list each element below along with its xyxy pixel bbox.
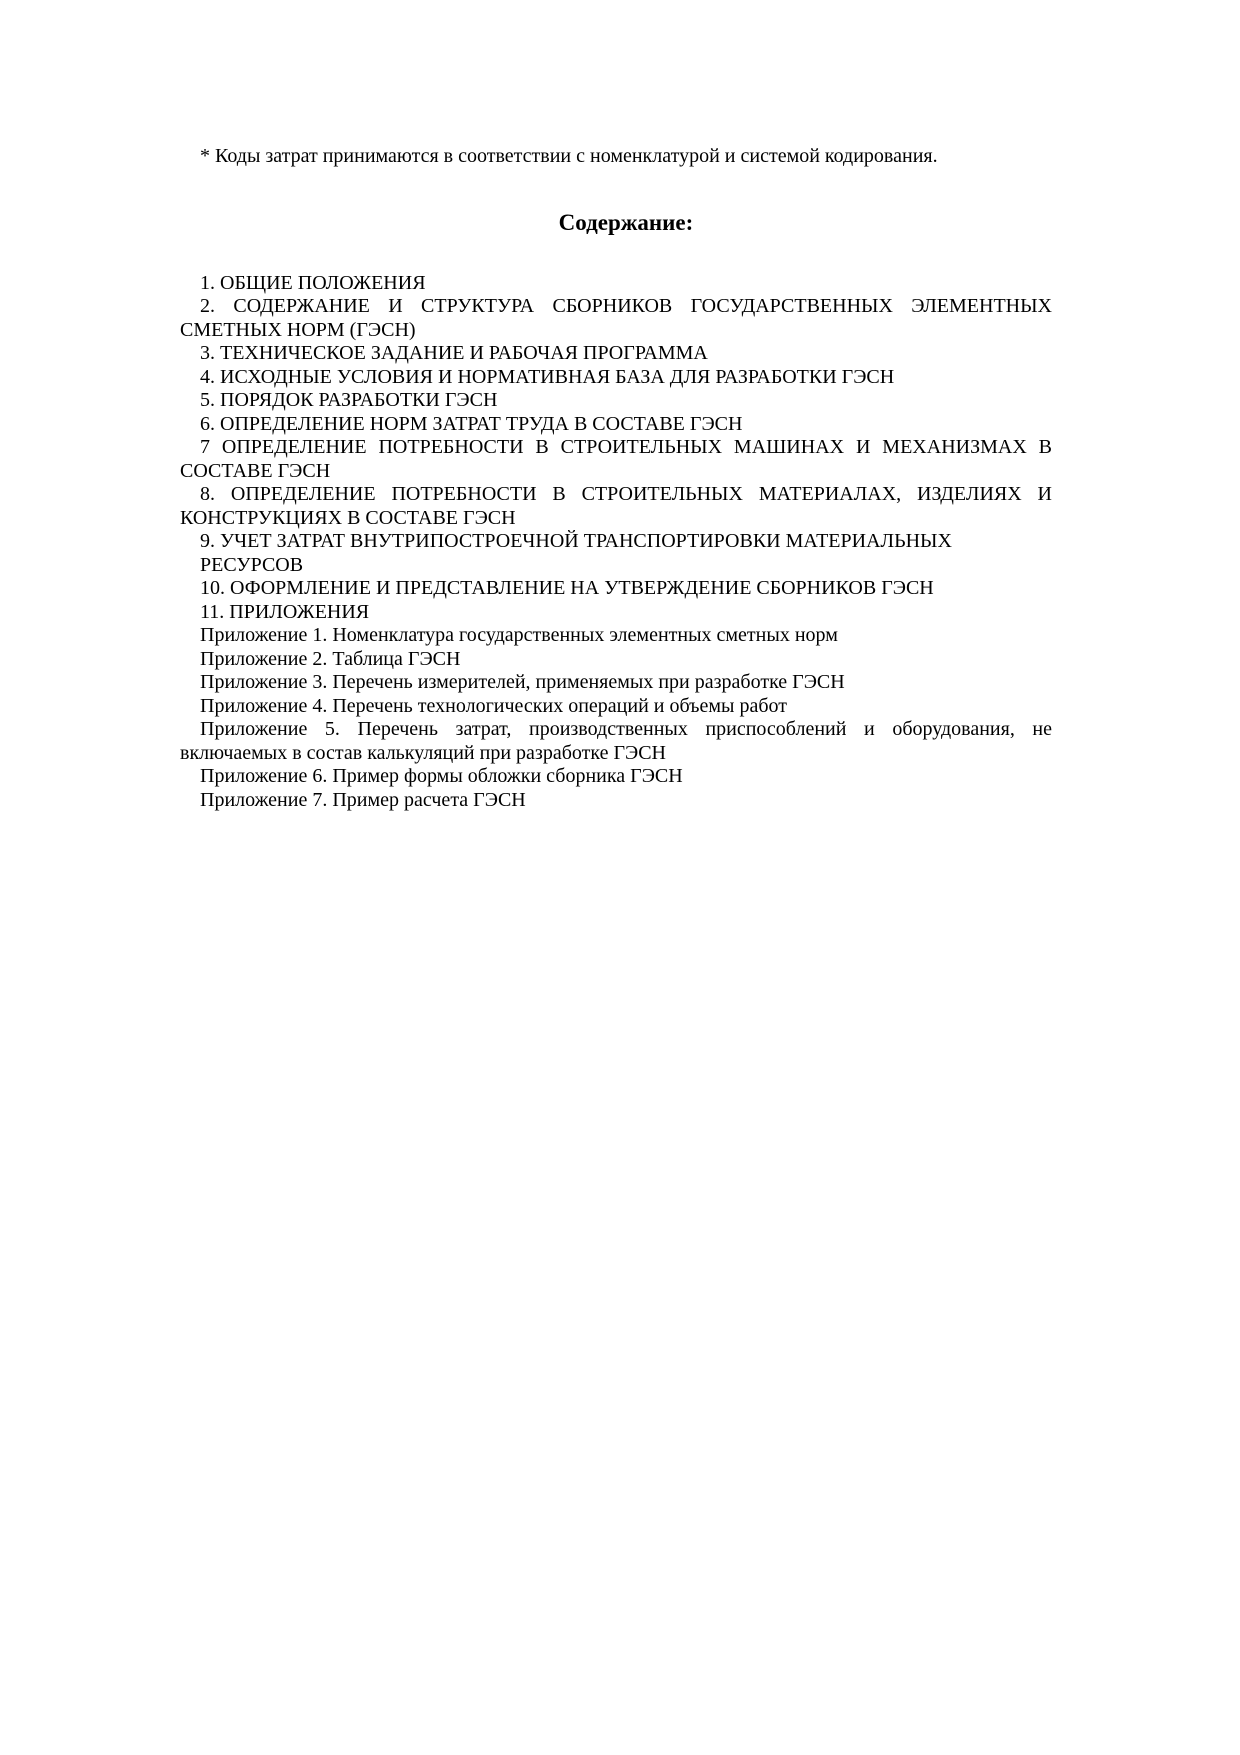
toc-item-line: 4. ИСХОДНЫЕ УСЛОВИЯ И НОРМАТИВНАЯ БАЗА ДЛЯ РАЗРАБОТКИ ГЭСН: [200, 365, 895, 388]
toc-item: [180, 671, 1052, 695]
toc-item: [180, 765, 1052, 789]
toc-item-line: Приложение 7. Пример расчета ГЭСН: [200, 788, 526, 811]
toc-item: [180, 389, 1052, 413]
toc-item: [180, 342, 1052, 366]
toc-item-line: СМЕТНЫХ НОРМ (ГЭСН): [180, 318, 416, 341]
toc-item: [180, 577, 1052, 601]
toc-item-line: включаемых в состав калькуляций при разработке ГЭСН: [180, 741, 666, 764]
toc-item-line: 1. ОБЩИЕ ПОЛОЖЕНИЯ: [200, 271, 426, 294]
toc-title: Содержание:: [558, 209, 694, 235]
toc-item-line: Приложение 4. Перечень технологических операций и объемы работ: [200, 694, 788, 717]
footnote: * Коды затрат принимаются в соответствии с номенклатурой и системой кодирования.: [200, 145, 938, 167]
toc-item-line: СОСТАВЕ ГЭСН: [180, 459, 331, 482]
toc-item-line: Приложение 3. Перечень измерителей, применяемых при разработке ГЭСН: [200, 671, 845, 693]
toc-item-line: 3. ТЕХНИЧЕСКОЕ ЗАДАНИЕ И РАБОЧАЯ ПРОГРАММА: [200, 342, 708, 364]
toc-item: [180, 530, 1052, 577]
toc-list: [180, 272, 1052, 813]
toc-item-line: 6. ОПРЕДЕЛЕНИЕ НОРМ ЗАТРАТ ТРУДА В СОСТАВЕ ГЭСН: [200, 412, 743, 435]
toc-item: [180, 436, 1052, 483]
toc-item-line: Приложение 6. Пример формы обложки сборника ГЭСН: [200, 765, 683, 787]
toc-item: [180, 483, 1052, 530]
toc-item-line: КОНСТРУКЦИЯХ В СОСТАВЕ ГЭСН: [180, 506, 516, 529]
toc-item-line: 5. ПОРЯДОК РАЗРАБОТКИ ГЭСН: [200, 389, 498, 411]
toc-item: [180, 648, 1052, 672]
toc-item-line: Приложение 2. Таблица ГЭСН: [200, 647, 461, 670]
toc-item-line: 2. СОДЕРЖАНИЕ И СТРУКТУРА СБОРНИКОВ ГОСУДАРСТВЕННЫХ ЭЛЕМЕНТНЫХ: [200, 295, 1052, 317]
toc-item: [180, 624, 1052, 648]
toc-item-line: 9. УЧЕТ ЗАТРАТ ВНУТРИПОСТРОЕЧНОЙ ТРАНСПОРТИРОВКИ МАТЕРИАЛЬНЫХ: [200, 530, 952, 552]
page-content: [180, 0, 1052, 812]
toc-item-line: 8. ОПРЕДЕЛЕНИЕ ПОТРЕБНОСТИ В СТРОИТЕЛЬНЫХ МАТЕРИАЛАХ, ИЗДЕЛИЯХ И: [200, 483, 1052, 505]
toc-item-line: 7 ОПРЕДЕЛЕНИЕ ПОТРЕБНОСТИ В СТРОИТЕЛЬНЫХ МАШИНАХ И МЕХАНИЗМАХ В: [200, 436, 1052, 458]
toc-item: [180, 272, 1052, 296]
toc-item-line: 10. ОФОРМЛЕНИЕ И ПРЕДСТАВЛЕНИЕ НА УТВЕРЖДЕНИЕ СБОРНИКОВ ГЭСН: [200, 577, 934, 599]
toc-item: [180, 695, 1052, 719]
toc-item: [180, 718, 1052, 765]
toc-item: [180, 601, 1052, 625]
toc-item-line: 11. ПРИЛОЖЕНИЯ: [200, 600, 370, 623]
toc-item-line: РЕСУРСОВ: [200, 553, 304, 576]
toc-item-line: Приложение 1. Номенклатура государственных элементных сметных норм: [200, 624, 838, 646]
toc-item: [180, 295, 1052, 342]
toc-item: [180, 789, 1052, 813]
toc-item: [180, 366, 1052, 390]
toc-item-line: Приложение 5. Перечень затрат, производственных приспособлений и оборудования, не: [200, 718, 1052, 740]
toc-item: [180, 413, 1052, 437]
